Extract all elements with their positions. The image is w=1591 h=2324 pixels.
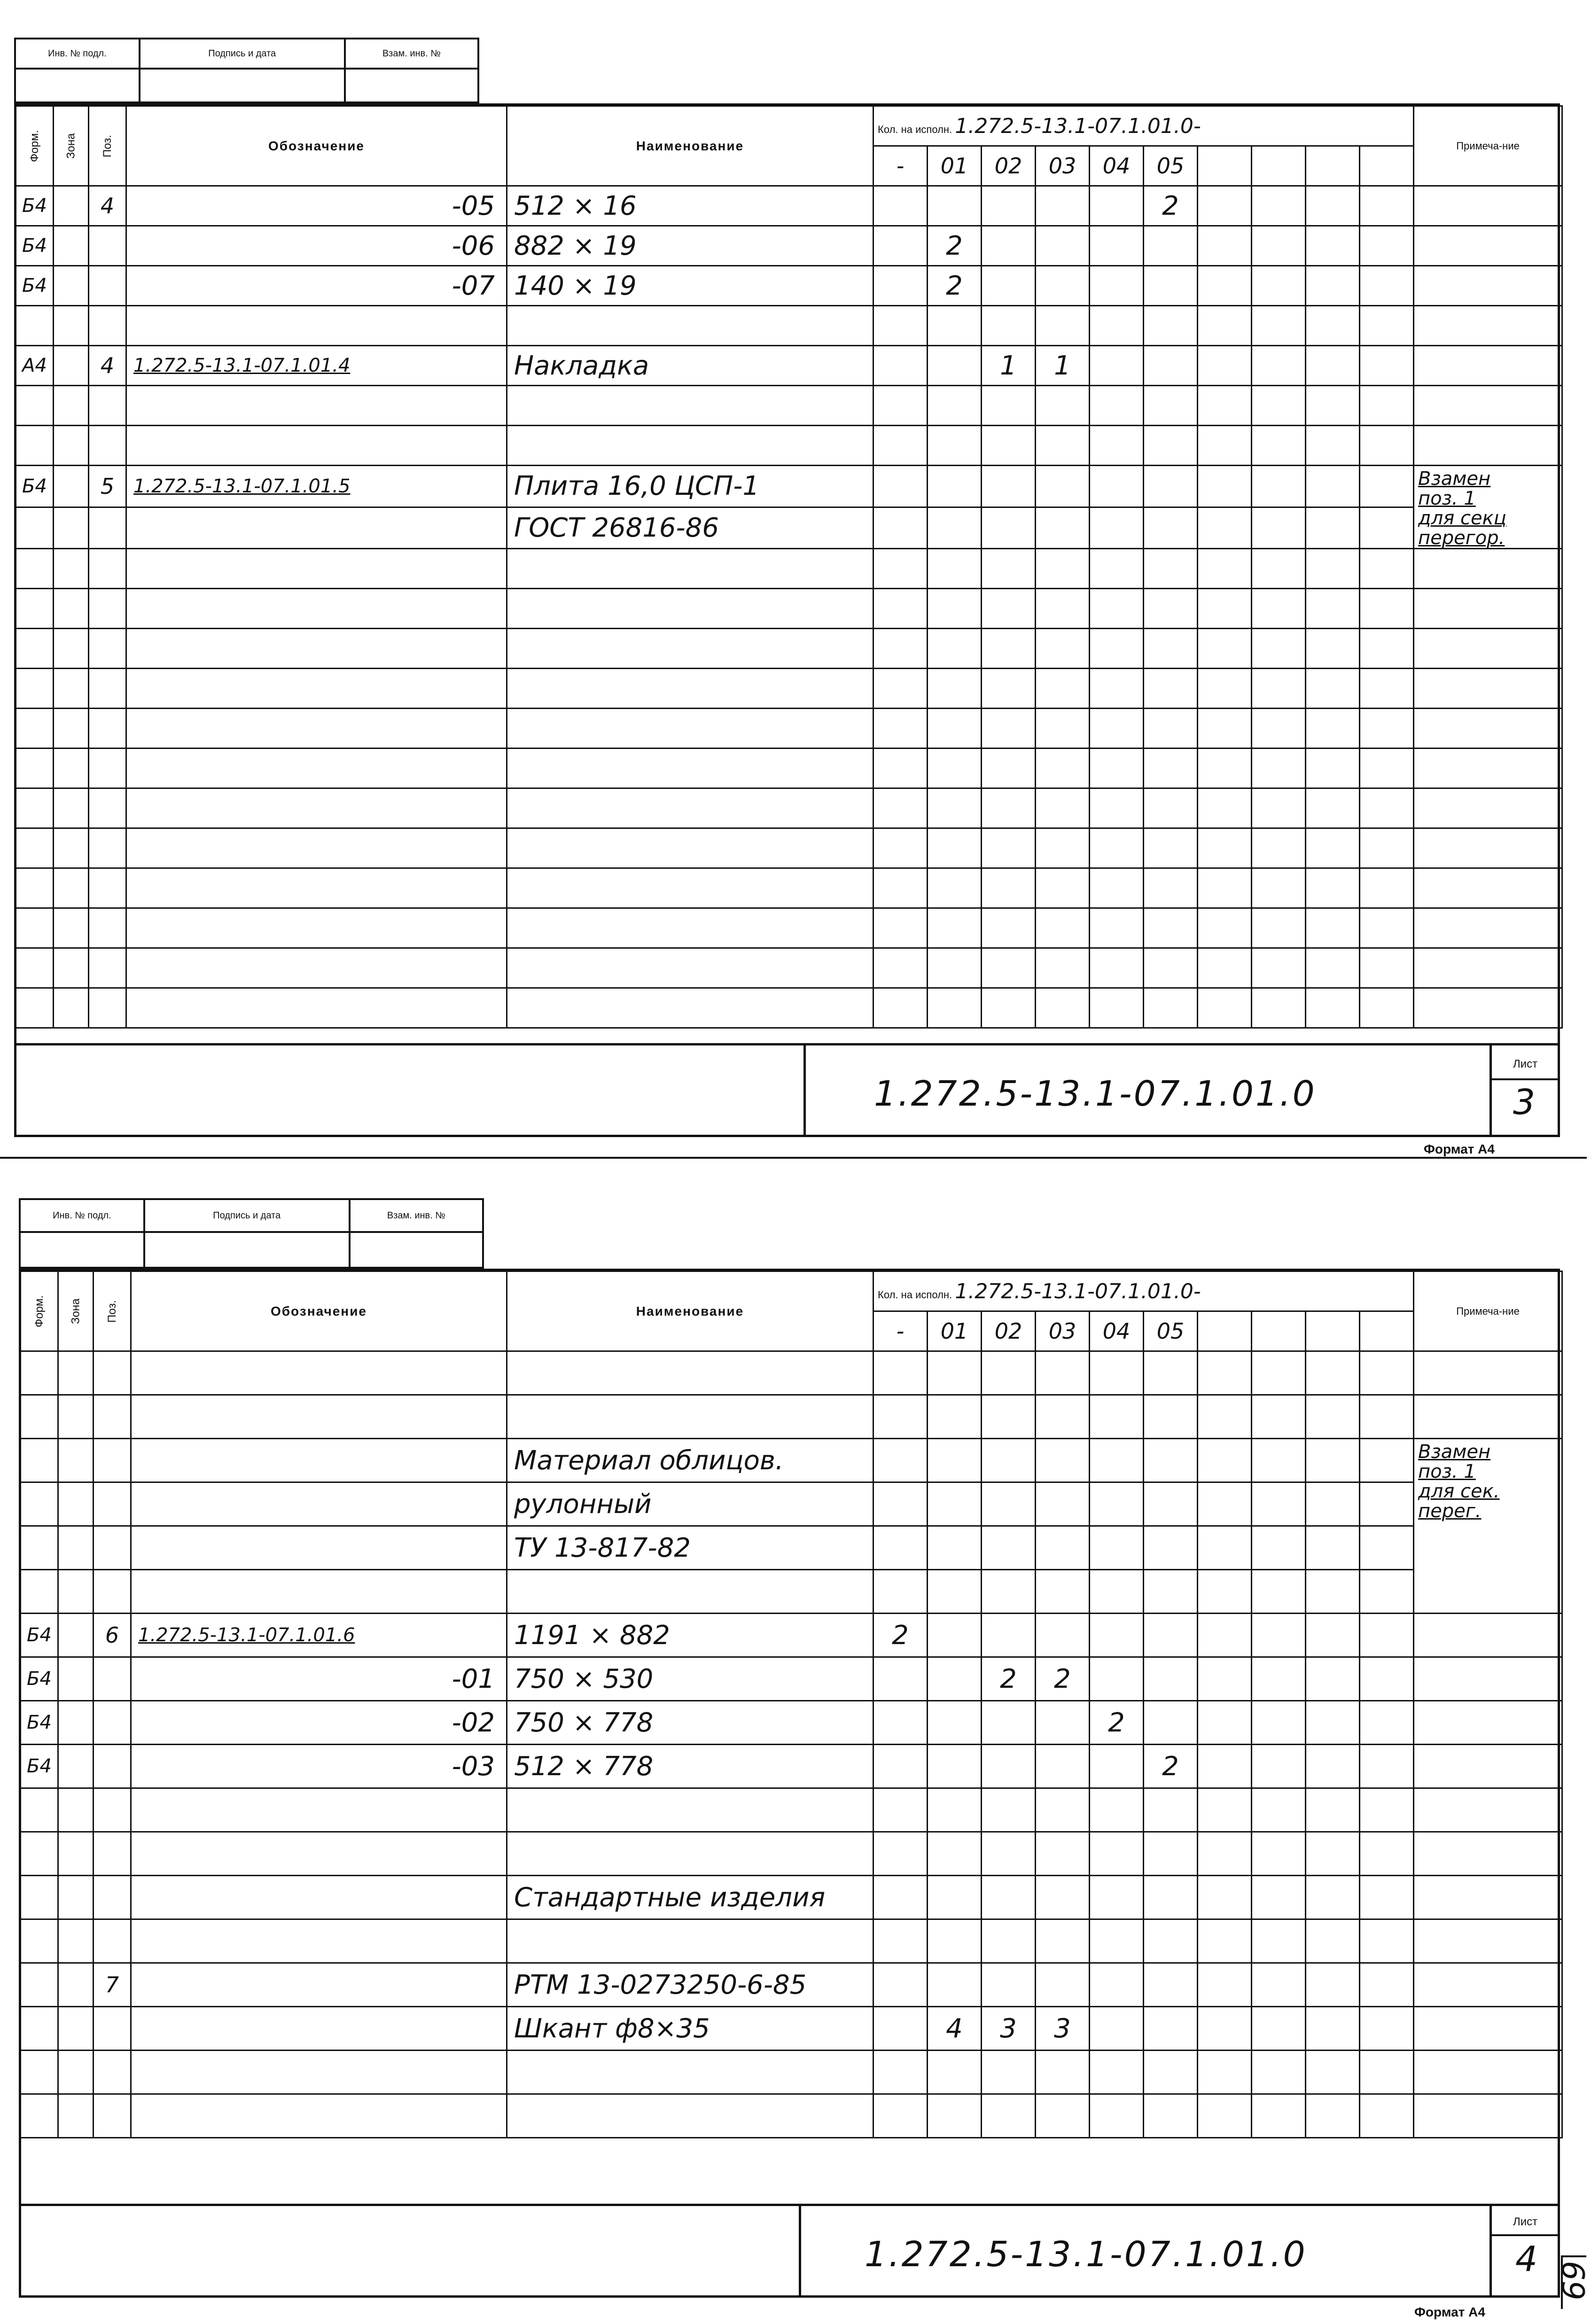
table-row: А4 4 1.272.5-13.1-07.1.01.4 Накладка 1 1 [16,346,1562,386]
spec-table-2 [20,1271,1563,2138]
inv-label: Инв. № подл. [16,39,140,68]
variant-header: 05 [1144,146,1198,186]
header-qty: Кол. на исполн. 1.272.5-13.1-07.1.01.0- [873,1271,1414,1311]
table-row [16,426,1562,466]
header-zone: Зона [54,106,89,186]
format-label: Формат А4 [1424,1142,1495,1156]
table-row: Б4 -02 750 × 778 2 [21,1701,1562,1745]
table-row: Б4 6 1.272.5-13.1-07.1.01.6 1191 × 882 2 [21,1614,1562,1657]
variant-header: 01 [928,146,982,186]
sheet-2 [0,1184,1591,2321]
table-row: Б4 -01 750 × 530 2 2 [21,1657,1562,1701]
table-row [16,306,1562,346]
header-pos: Поз. [89,106,126,186]
table-row: Б4 4 -05 512 × 16 2 [16,186,1562,226]
table-row: рулонный [21,1482,1562,1526]
title-block-2 [19,2204,1560,2298]
variant-header: 03 [1036,1311,1090,1351]
table-row: ГОСТ 26816-86 [16,507,1562,549]
replace-label: Взам. инв. № [387,1210,445,1221]
table-row: ТУ 13-817-82 [21,1526,1562,1570]
spec-table-1 [15,105,1563,1029]
header-designation: Обозначение [131,1271,507,1351]
note-cell: Взамен поз. 1 для секц перегор. [1414,466,1562,549]
sign-label: Подпись и дата [140,39,346,68]
header-form: Форм. [21,1271,58,1351]
header-name: Наименование [507,1271,873,1351]
table-row: Б4 -03 512 × 778 2 [21,1745,1562,1788]
table-row [21,1919,1562,1963]
table-row: 7 РТМ 13-0273250-6-85 [21,1963,1562,2007]
header-pos: Поз. [94,1271,131,1351]
sheet-separator [0,1157,1587,1159]
table-row: Материал облицов. Взамен поз. 1 для сек. перег. [21,1439,1562,1482]
document-code: 1.272.5-13.1-07.1.01.0 [874,1074,1317,1114]
header-name: Наименование [507,106,873,186]
table-row [21,1351,1562,1395]
table-row: Стандартные изделия [21,1876,1562,1919]
top-stamp [14,38,479,103]
variant-header: - [873,146,928,186]
variant-header: 04 [1090,146,1144,186]
table-row [21,1395,1562,1439]
header-designation: Обозначение [126,106,507,186]
variant-header: 04 [1090,1311,1144,1351]
inv-label: Инв. № подл. [21,1200,145,1231]
sign-label: Подпись и дата [145,1200,351,1231]
note-cell: Взамен поз. 1 для сек. перег. [1414,1439,1562,1614]
table-row: Б4 -06 882 × 19 2 [16,226,1562,266]
variant-header: 05 [1144,1311,1198,1351]
table-row: Шкант ф8×35 4 3 3 [21,2007,1562,2051]
sheet-number: 3 [1513,1082,1536,1123]
table-row: Б4 -07 140 × 19 2 [16,266,1562,306]
table-row [21,1832,1562,1876]
replace-label: Взам. инв. № [382,48,441,59]
side-page-number: 69 [1554,2261,1591,2301]
sheet-label: Лист [1513,1058,1538,1070]
top-stamp [19,1198,484,1269]
header-note: Примеча-ние [1414,106,1562,186]
format-label: Формат А4 [1414,2305,1485,2319]
sheet-label: Лист [1513,2215,1538,2228]
sheet-number: 4 [1515,2239,1538,2279]
table-row [16,386,1562,426]
table-row [21,1788,1562,1832]
header-note: Примеча-ние [1414,1271,1562,1351]
table-row [21,1570,1562,1614]
document-code: 1.272.5-13.1-07.1.01.0 [865,2234,1307,2275]
header-qty: Кол. на исполн. 1.272.5-13.1-07.1.01.0- [873,106,1414,146]
sheet-1 [0,0,1587,1161]
variant-header: 01 [928,1311,982,1351]
variant-header: 02 [982,146,1036,186]
variant-header: - [873,1311,928,1351]
header-zone: Зона [58,1271,94,1351]
header-form: Форм. [16,106,54,186]
variant-header: 02 [982,1311,1036,1351]
variant-header: 03 [1036,146,1090,186]
title-block-1 [14,1043,1560,1137]
table-row: Б4 5 1.272.5-13.1-07.1.01.5 Плита 16,0 ЦСП-1 Взамен поз. 1 для секц перегор. [16,466,1562,507]
